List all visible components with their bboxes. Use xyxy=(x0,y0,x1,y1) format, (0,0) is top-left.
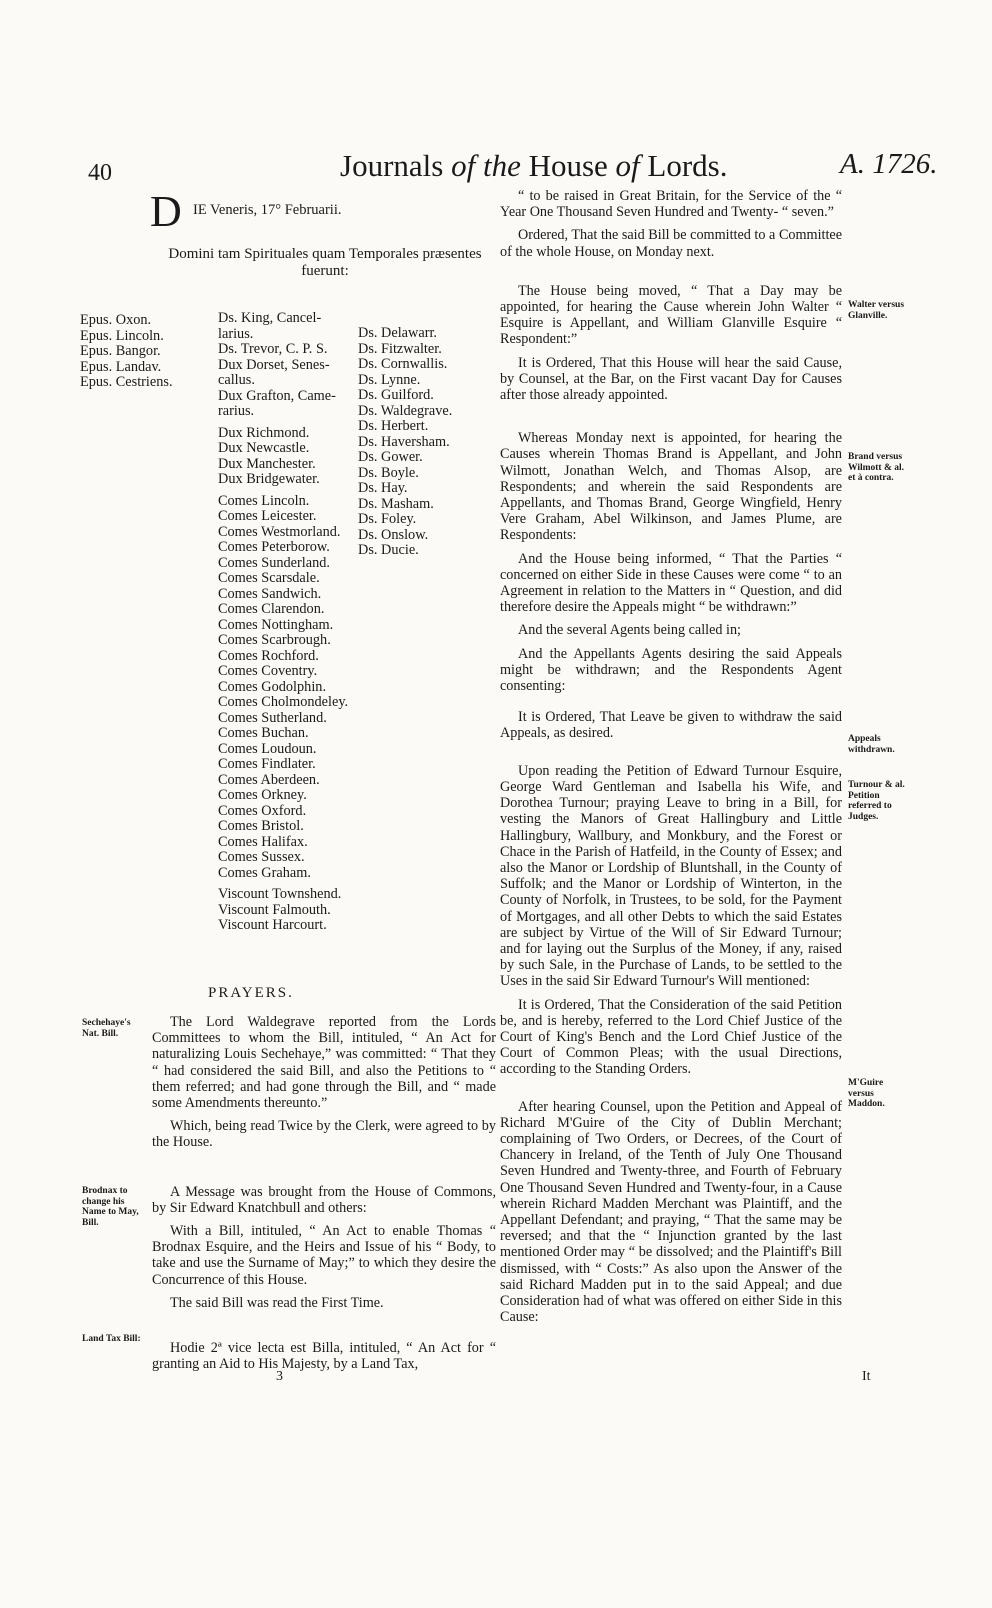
lord-entry: Viscount Falmouth. xyxy=(218,901,331,918)
lord-entry: Comes Leicester. xyxy=(218,508,317,524)
right-text-column xyxy=(500,188,842,1346)
lord-entry: Dux Manchester. xyxy=(218,455,316,472)
lord-entry: Comes Rochford. xyxy=(218,647,319,664)
lord-entry: Ds. Onslow. xyxy=(358,526,429,543)
lord-entry: Viscount Harcourt. xyxy=(218,917,327,933)
running-title xyxy=(340,148,728,184)
paragraph: A Message was brought from the House of Commons, by Sir Edward Knatchbull and others: xyxy=(152,1183,496,1216)
margin-note: Appeals withdrawn. xyxy=(848,734,895,755)
left-text-column xyxy=(152,1014,496,1393)
paragraph: It is Ordered, That the Consideration of the said Petition be, and is hereby, referred to the Lord Chief Justice of the Court of King's Bench and the Lord Chief Justice of the Court of Common Pleas; with the usual Directions, according to the Standing Orders. xyxy=(500,996,842,1078)
bishop-entry: Epus. Lincoln. xyxy=(80,327,164,344)
paragraph: “ to be raised in Great Britain, for the Service of the “ Year One Thousand Seven Hundred and Twenty- “ seven.” xyxy=(500,188,842,221)
title-word: Journals xyxy=(340,148,444,183)
paragraph: The Lord Waldegrave reported from the Lords Committees to whom the Bill, intituled, “ An Act for naturalizing Louis Sechehaye,” was committed: “ That they “ had considered the said Bill, and also the Petitions to “ them referred; and had gone through the Bill, and “ made some Amendments thereunto.” xyxy=(152,1014,496,1112)
lord-entry: Ds. Waldegrave. xyxy=(358,402,453,419)
lord-entry: Comes Findlater. xyxy=(218,756,316,772)
lord-entry: Comes Godolphin. xyxy=(218,678,327,695)
paragraph: It is Ordered, That this House will hear the said Cause, by Counsel, at the Bar, on the First vacant Day for Causes after those already appointed. xyxy=(500,354,842,404)
lord-entry: Comes Sussex. xyxy=(218,849,305,865)
bishop-entry: Epus. Oxon. xyxy=(80,312,152,328)
lord-entry: Dux Newcastle. xyxy=(218,440,310,456)
lord-entry: Comes Bristol. xyxy=(218,818,304,834)
lord-entry: Comes Westmorland. xyxy=(218,523,341,540)
signature-mark: 3 xyxy=(276,1369,283,1384)
lord-entry: Comes Nottingham. xyxy=(218,616,334,633)
page-number: 40 xyxy=(88,160,112,186)
lord-entry: Comes Orkney. xyxy=(218,787,307,803)
lord-entry: larius. xyxy=(218,325,254,342)
margin-note: M'Guire versus Maddon. xyxy=(848,1078,885,1109)
lord-entry: Comes Scarsdale. xyxy=(218,570,320,586)
lord-entry: Ds. Foley. xyxy=(358,511,417,527)
bishop-entry: Epus. Cestriens. xyxy=(80,374,173,390)
margin-note: Brand versus Wilmott & al. et à contra. xyxy=(848,452,905,483)
paragraph: After hearing Counsel, upon the Petition and Appeal of Richard M'Guire of the City of Dublin Merchant; complaining of Two Orders, or Decrees, of the Court of Chancery in Ireland, of the Tenth of July One Thousand Seven Hundred and Twenty-three, and Fourth of February One Thousand Seven Hundred and Twenty-four, in a Cause wherein Richard Madden Merchant was Plaintiff, and the Appellant Defendant; and praying, “ That the same may be reversed; and that the “ Injunction granted by the last mentioned Order may “ be dissolved; and the Plaintiff's Bill dismissed, with “ Costs:” As also upon the Answer of the said Richard Madden put in to the said Appeal; and due Consideration had of what was offered on either Side in this Cause: xyxy=(500,1098,842,1326)
margin-note: Land Tax Bill: xyxy=(82,1334,141,1344)
lord-entry: Ds. King, Cancel- xyxy=(218,310,322,326)
margin-note: Walter versus Glanville. xyxy=(848,300,905,321)
paragraph: With a Bill, intituled, “ An Act to enable Thomas “ Brodnax Esquire, and the Heirs and Issue of his “ Body, to take and use the Surname of May;” to which they desire the Concurrence of this House. xyxy=(152,1223,496,1288)
paragraph: Whereas Monday next is appointed, for hearing the Causes wherein Thomas Brand is Appellant, and John Wilmott, Jonathan Welch, and Thomas Alsop, are Respondents; and wherein the said Respondents are Appellants, and Thomas Brand, George Wingfield, Henry Vere Graham, Abel Wilkinson, and James Plume, are Respondents: xyxy=(500,430,842,544)
lord-entry: Ds. Lynne. xyxy=(358,371,421,388)
catchword: It xyxy=(862,1369,871,1384)
margin-note: Brodnax to change his Name to May, Bill. xyxy=(82,1186,139,1228)
lord-entry: Comes Halifax. xyxy=(218,833,308,850)
lord-entry: Ds. Hay. xyxy=(358,480,408,496)
margin-note: Sechehaye's Nat. Bill. xyxy=(82,1018,131,1039)
lord-entry: Comes Clarendon. xyxy=(218,601,325,617)
lord-entry: Ds. Gower. xyxy=(358,449,423,465)
title-word: of xyxy=(451,148,476,183)
lord-entry: Comes Loudoun. xyxy=(218,740,317,757)
lord-entry: Ds. Trevor, C. P. S. xyxy=(218,341,328,357)
bishop-entry: Epus. Landav. xyxy=(80,358,162,375)
lord-entry: rarius. xyxy=(218,403,255,419)
title-word: the xyxy=(482,148,521,183)
lord-entry: Dux Richmond. xyxy=(218,424,310,441)
lord-entry: Comes Cholmondeley. xyxy=(218,694,349,710)
lord-entry: Comes Buchan. xyxy=(218,725,309,741)
lord-entry: Ds. Ducie. xyxy=(358,542,419,558)
date-line: IE Veneris, 17° Februarii. xyxy=(193,202,342,218)
prayers-heading: PRAYERS. xyxy=(208,985,294,1001)
lord-entry: Comes Oxford. xyxy=(218,802,307,819)
lord-entry: Comes Aberdeen. xyxy=(218,771,320,788)
lord-entry: Ds. Guilford. xyxy=(358,387,434,403)
lords-list-barons xyxy=(358,326,452,559)
lord-entry: Comes Sunderland. xyxy=(218,554,330,571)
paragraph: And the House being informed, “ That the Parties “ concerned on either Side in these Causes were come “ to an Agreement in relation to the Matters in “ Question, and did therefore desire the Appeals might “ be withdrawn:” xyxy=(500,550,842,616)
lord-entry: Comes Lincoln. xyxy=(218,492,310,509)
lord-entry: callus. xyxy=(218,372,255,388)
paragraph: Ordered, That the said Bill be committed to a Committee of the whole House, on Monday next. xyxy=(500,227,842,260)
lord-entry: Ds. Boyle. xyxy=(358,464,419,481)
paragraph: The said Bill was read the First Time. xyxy=(170,1294,384,1311)
lord-entry: Ds. Fitzwalter. xyxy=(358,340,442,357)
bishop-entry: Epus. Bangor. xyxy=(80,343,161,359)
title-word: Lords. xyxy=(647,148,728,183)
lord-entry: Ds. Haversham. xyxy=(358,433,450,450)
paragraph: It is Ordered, That Leave be given to withdraw the said Appeals, as desired. xyxy=(500,709,842,742)
title-word: of xyxy=(615,148,640,183)
bishops-list xyxy=(80,313,173,391)
lord-entry: Viscount Townshend. xyxy=(218,886,342,902)
paragraph: Hodie 2ª vice lecta est Billa, intituled, “ An Act for “ granting an Aid to His Majesty, by a Land Tax, xyxy=(152,1340,496,1373)
lord-entry: Ds. Delawarr. xyxy=(358,325,438,341)
lord-entry: Comes Sutherland. xyxy=(218,709,327,726)
lord-entry: Comes Scarbrough. xyxy=(218,632,331,648)
lord-entry: Ds. Masham. xyxy=(358,495,434,512)
paragraph: And the several Agents being called in; xyxy=(518,622,741,639)
lords-present-intro: Domini tam Spirituales quam Temporales præsentes fuerunt: xyxy=(168,246,482,279)
drop-cap: D xyxy=(150,187,182,236)
lord-entry: Dux Dorset, Senes- xyxy=(218,356,330,373)
lord-entry: Dux Bridgewater. xyxy=(218,471,320,487)
lord-entry: Ds. Herbert. xyxy=(358,418,429,434)
lord-entry: Comes Peterborow. xyxy=(218,539,330,555)
title-word: House xyxy=(528,148,608,183)
lord-entry: Comes Graham. xyxy=(218,864,311,881)
lord-entry: Ds. Cornwallis. xyxy=(358,356,448,372)
lord-entry: Comes Coventry. xyxy=(218,663,318,679)
paragraph: Upon reading the Petition of Edward Turnour Esquire, George Ward Gentleman and Isabella his Wife, and Dorothea Turnour; praying Leave to bring in a Bill, for vesting the Manors of Great Hallingbury and Little Hallingbury, Wallbury, and Monkbury, and the Forest or Chace in the Parish of Hatfeild, in the County of Essex; and also the Manor or Lordship of Bluntshall, in the County of Suffolk; and the Manor or Lordship of Winterton, in the County of Norfolk, in Trustees, to be sold, for the Payment of Mortgages, and all other Debts to which the said Estates are subject by Virtue of the Will of Sir Edward Turnour; and for laying out the Surplus of the Money, if any, raised by such Sale, in the Purchase of Lands, to be settled to the Uses in the said Sir Edward Turnour's Will mentioned: xyxy=(500,762,842,990)
margin-note: Turnour & al. Petition referred to Judges. xyxy=(848,780,905,822)
lords-list-temporal xyxy=(218,311,348,934)
year-heading: A. 1726. xyxy=(840,148,938,180)
paragraph: Which, being read Twice by the Clerk, were agreed to by the House. xyxy=(152,1118,496,1151)
paragraph: The House being moved, “ That a Day may be appointed, for hearing the Cause wherein John Walter “ Esquire is Appellant, and William Glanville Esquire “ Respondent:” xyxy=(500,282,842,348)
lord-entry: Comes Sandwich. xyxy=(218,585,322,602)
paragraph: And the Appellants Agents desiring the said Appeals might be withdrawn; and the Respondents Agent consenting: xyxy=(500,645,842,695)
lord-entry: Dux Grafton, Came- xyxy=(218,387,336,404)
